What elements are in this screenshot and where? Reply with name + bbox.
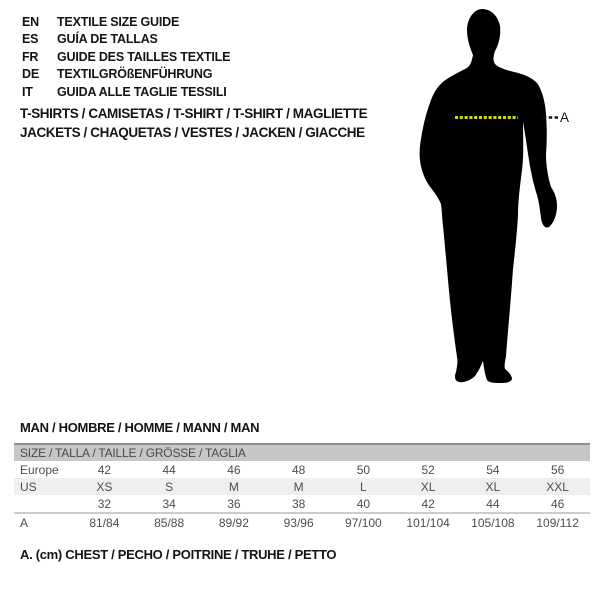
- language-code: ES: [22, 32, 39, 47]
- table-cell: 34: [162, 496, 176, 511]
- table-cell: 81/84: [72, 513, 137, 531]
- table-cell: 93/96: [266, 513, 331, 531]
- table-cell: 44: [162, 462, 176, 477]
- row-label: [14, 495, 72, 513]
- table-cell: S: [137, 478, 202, 495]
- table-row-europe: [14, 461, 590, 478]
- language-row: [22, 48, 230, 66]
- table-cell: XS: [72, 478, 137, 495]
- row-label: Europe: [20, 462, 59, 477]
- table-cell: 48: [291, 462, 306, 477]
- language-code: FR: [22, 49, 39, 64]
- language-code: EN: [22, 14, 39, 29]
- language-row: [22, 66, 230, 84]
- table-cell: 38: [291, 496, 306, 511]
- measure-label-a: A: [560, 110, 570, 125]
- language-label: TEXTILE SIZE GUIDE: [57, 14, 180, 29]
- size-table: [14, 443, 590, 531]
- product-line-tshirts: T-SHIRTS / CAMISETAS / T-SHIRT / T-SHIRT / MAGLIETTE: [20, 106, 368, 121]
- table-cell: 105/108: [461, 513, 526, 531]
- language-row: [22, 31, 230, 49]
- table-cell: L: [331, 478, 396, 495]
- language-label: GUÍA DE TALLAS: [57, 32, 158, 47]
- table-cell: 101/104: [396, 513, 461, 531]
- language-label: TEXTILGRÖßENFÜHRUNG: [57, 67, 213, 82]
- product-line-jackets: JACKETS / CHAQUETAS / VESTES / JACKEN / GIACCHE: [20, 124, 365, 140]
- table-cell: XXL: [525, 478, 590, 495]
- table-cell: 52: [421, 462, 435, 477]
- table-row-alt-size: [14, 495, 590, 513]
- table-cell: 54: [486, 462, 500, 477]
- language-label: GUIDA ALLE TAGLIE TESSILI: [57, 84, 227, 99]
- table-cell: 46: [227, 462, 241, 477]
- row-label: A: [14, 513, 72, 531]
- row-label: US: [14, 478, 72, 495]
- man-silhouette: [420, 9, 557, 383]
- language-row: [22, 13, 230, 31]
- language-list: [22, 13, 230, 101]
- section-title-man: MAN / HOMBRE / HOMME / MANN / MAN: [20, 420, 260, 435]
- size-table-header: SIZE / TALLA / TAILLE / GRÖSSE / TAGLIA: [14, 444, 590, 461]
- product-type-lines: [20, 105, 367, 142]
- language-label: GUIDE DES TAILLES TEXTILE: [57, 49, 231, 64]
- size-table-header-row: [14, 444, 590, 461]
- table-cell: 50: [356, 462, 371, 477]
- language-code: IT: [22, 84, 33, 99]
- language-row: [22, 83, 230, 101]
- table-cell: 32: [97, 496, 112, 511]
- table-cell: M: [266, 478, 331, 495]
- table-cell: 44: [486, 496, 500, 511]
- table-row-chest-a: [14, 513, 590, 531]
- table-cell: 97/100: [331, 513, 396, 531]
- man-silhouette-figure: [390, 0, 580, 395]
- table-cell: XL: [396, 478, 461, 495]
- table-cell: 85/88: [137, 513, 202, 531]
- table-cell: 89/92: [202, 513, 267, 531]
- table-cell: 40: [356, 496, 371, 511]
- table-cell: 42: [421, 496, 435, 511]
- measurement-footnote: A. (cm) CHEST / PECHO / POITRINE / TRUHE / PETTO: [20, 547, 337, 562]
- language-code: DE: [22, 67, 39, 82]
- table-cell: 56: [550, 462, 565, 477]
- table-cell: 36: [227, 496, 241, 511]
- table-cell: M: [202, 478, 267, 495]
- table-cell: 46: [550, 496, 565, 511]
- table-cell: 109/112: [525, 513, 590, 531]
- table-row-us: [14, 478, 590, 495]
- table-cell: XL: [461, 478, 526, 495]
- table-cell: 42: [97, 462, 112, 477]
